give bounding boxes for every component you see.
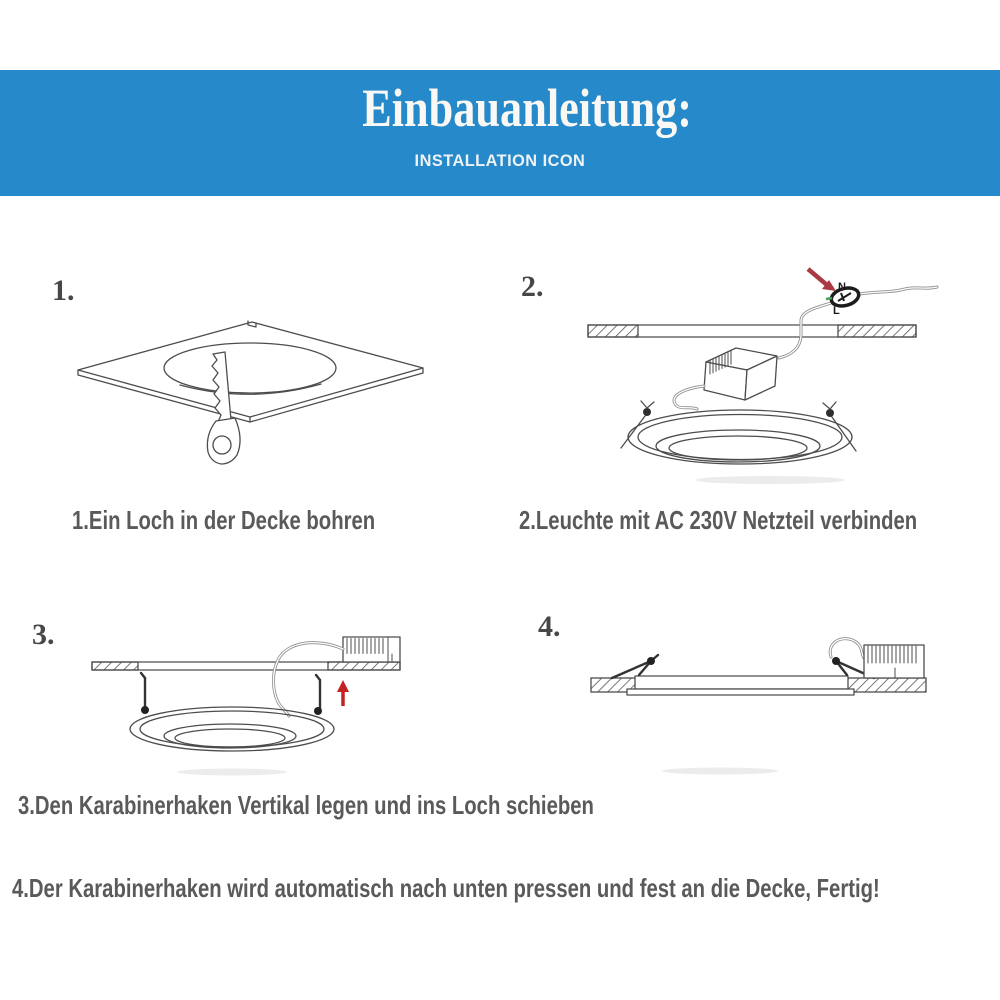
- step3-number: 3.: [32, 618, 55, 651]
- step4-number: 4.: [538, 610, 561, 643]
- downlight: [628, 410, 852, 464]
- step1-number: 1.: [52, 274, 75, 307]
- up-arrow-icon: [337, 680, 349, 706]
- ceiling-section: [92, 662, 400, 670]
- hole-ellipse: [164, 343, 336, 393]
- wire-label-n: N: [838, 281, 846, 293]
- step1-illustration: [55, 300, 445, 475]
- spring-pin-icon: [314, 675, 322, 715]
- step4-illustration: [575, 625, 940, 780]
- ceiling-tile: [78, 322, 423, 417]
- page-subtitle: INSTALLATION ICON: [414, 150, 586, 170]
- clip-to-driver-wire: [830, 639, 864, 658]
- spring-clip-icon: [612, 655, 658, 678]
- wire-label-l: L: [833, 305, 840, 317]
- step2-illustration: [555, 258, 985, 508]
- spring-pin-icon: [141, 673, 149, 714]
- downlight: [130, 707, 334, 751]
- driver-to-light-wire: [273, 643, 343, 716]
- driver-box: [704, 348, 777, 400]
- spring-clip-icon: [621, 401, 654, 448]
- step2-number: 2.: [521, 270, 544, 303]
- step2-caption: 2.Leuchte mit AC 230V Netzteil verbinden: [519, 505, 918, 535]
- step1-caption: 1.Ein Loch in der Decke bohren: [72, 505, 376, 535]
- step3-illustration: [72, 622, 417, 782]
- ceiling-section: [588, 325, 916, 337]
- spring-clip-icon: [823, 402, 856, 451]
- driver-box: [864, 645, 924, 678]
- panel-flush: [627, 676, 854, 695]
- header-banner: [0, 70, 1000, 196]
- down-arrow-icon: [808, 269, 836, 291]
- step4-caption: 4.Der Karabinerhaken wird automatisch nach unten pressen und fest an die Decke, Fertig!: [12, 873, 880, 903]
- driver-to-light-wire: [674, 386, 704, 409]
- page-title: Einbauanleitung:: [362, 78, 692, 138]
- driver-box: [343, 637, 400, 662]
- saw-icon: [207, 352, 240, 464]
- step3-caption: 3.Den Karabinerhaken Vertikal legen und ins Loch schieben: [18, 790, 594, 820]
